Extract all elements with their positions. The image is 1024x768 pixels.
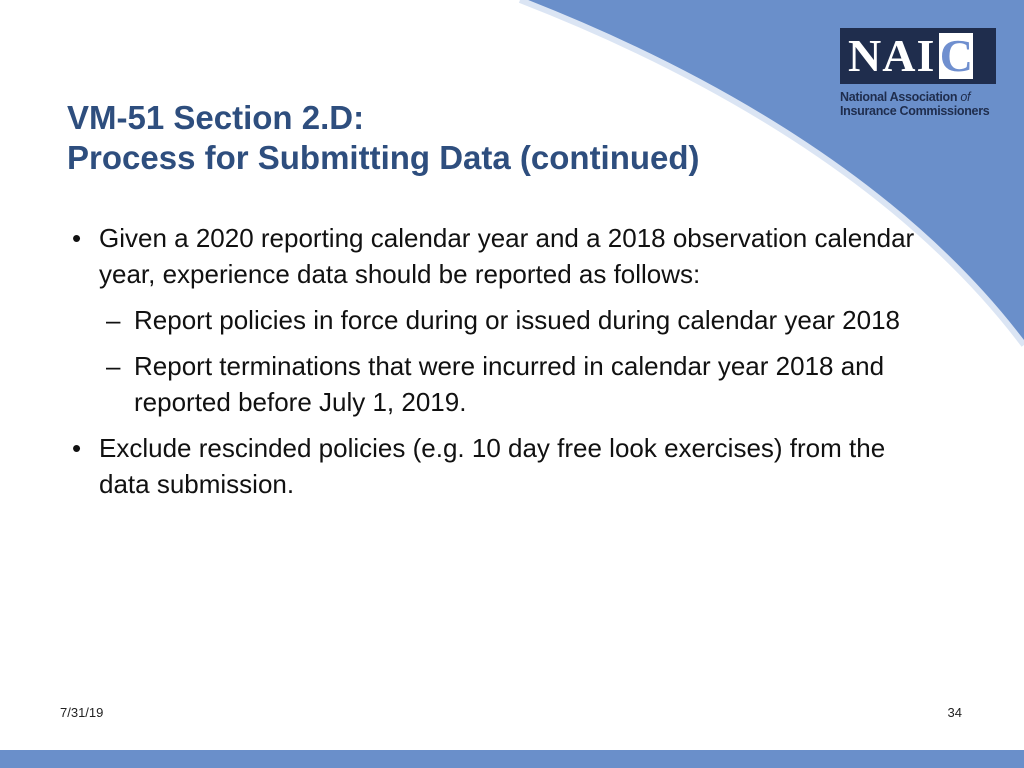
sub-bullet-text: Report terminations that were incurred in calendar year 2018 and reported before July 1, 2019. [134,351,885,417]
sub-bullet-item [72,302,932,338]
naic-logo-letters: NAI [848,30,936,81]
naic-logo-line2: Insurance Commissioners [840,104,990,118]
bullet-text: Given a 2020 reporting calendar year and a 2018 observation calendar year, experience data should be reported as follows: [99,223,915,289]
naic-logo-caption [840,90,1000,118]
naic-logo-c: C [939,30,973,81]
dash-icon: – [106,305,121,335]
sub-bullet-item [72,348,932,420]
footer-date: 7/31/19 [60,705,104,720]
bullet-text: Exclude rescinded policies (e.g. 10 day free look exercises) from the data submission. [99,433,886,499]
bullet-item [72,220,932,292]
bullet-item [72,430,932,502]
naic-logo [840,28,1000,118]
slide-title [67,98,700,178]
dash-icon: – [106,351,121,381]
bullet-dot-icon: • [72,433,82,463]
slide-body [72,220,932,512]
naic-logo-line1: National Association of [840,90,971,104]
title-line-2: Process for Submitting Data (continued) [67,139,700,176]
naic-logo-mark [840,28,996,84]
title-line-1: VM-51 Section 2.D: [67,99,365,136]
bottom-bar [0,750,1024,768]
bullet-dot-icon: • [72,223,82,253]
slide-number: 34 [947,705,962,720]
sub-bullet-text: Report policies in force during or issued during calendar year 2018 [134,305,900,335]
